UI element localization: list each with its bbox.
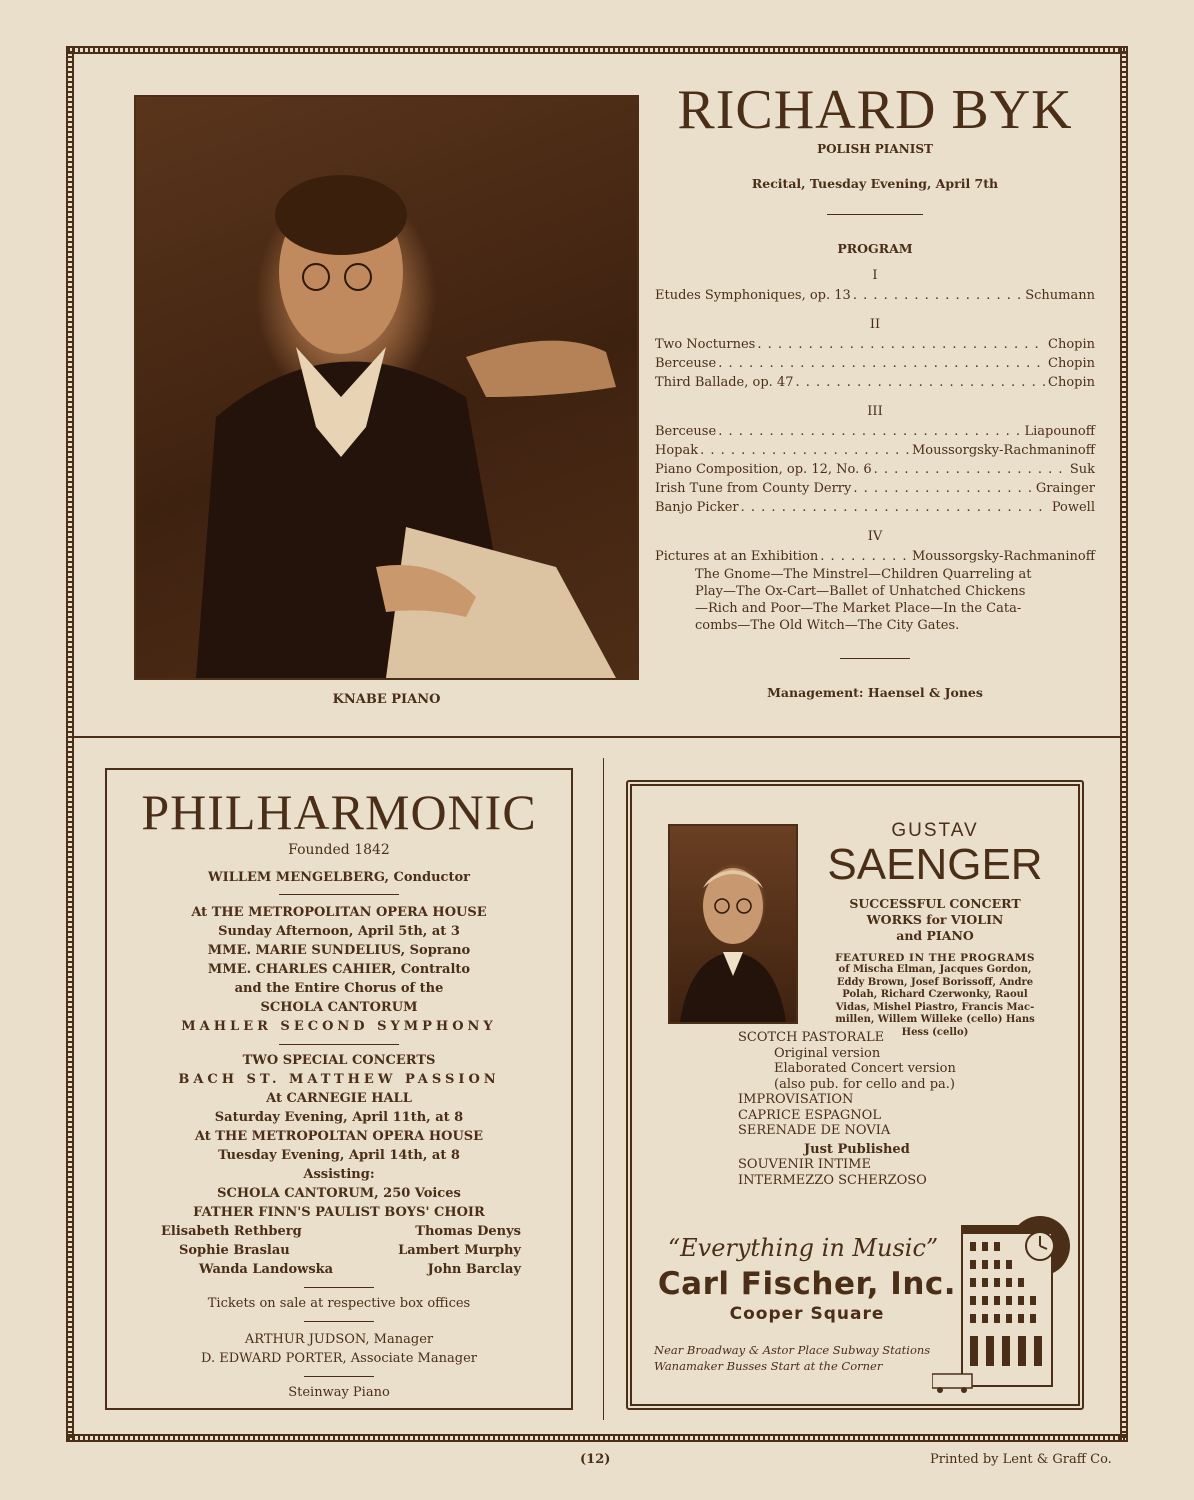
piece-title: Berceuse (655, 356, 717, 371)
program-list (655, 268, 1095, 634)
pictures-movements (655, 566, 1095, 634)
movement-line: The Gnome—The Minstrel—Children Quarreling at (695, 567, 1032, 582)
composer: Chopin (1048, 356, 1095, 371)
piece-title: Two Nocturnes (655, 337, 756, 352)
right-border (1120, 46, 1128, 1442)
composer: Liapounoff (1024, 424, 1095, 439)
work-version: Original version (774, 1045, 881, 1061)
work-version: (also pub. for cello and pa.) (774, 1076, 955, 1092)
section-numeral: II (869, 317, 881, 332)
concert-line: SCHOLA CANTORUM (260, 1000, 418, 1015)
piece-title: Piano Composition, op. 12, No. 6 (655, 462, 872, 477)
program-item (655, 498, 1095, 517)
rule (840, 658, 910, 659)
printer-credit: Printed by Lent & Graff Co. (930, 1452, 1112, 1467)
concert-line: TWO SPECIAL CONCERTS (242, 1053, 436, 1068)
management: Management: Haensel & Jones (767, 685, 983, 700)
top-border (68, 46, 1126, 54)
soloist: Elisabeth Rethberg (161, 1224, 302, 1239)
artists (808, 964, 1062, 1039)
concert-line: At THE METROPOLTAN OPERA HOUSE (194, 1129, 484, 1144)
section-numeral: IV (867, 529, 883, 544)
program-item (655, 354, 1095, 373)
piece-title: Pictures at an Exhibition (655, 549, 819, 564)
concert-line: Saturday Evening, April 11th, at 8 (214, 1110, 464, 1125)
composer: Grainger (1035, 481, 1095, 496)
rule (279, 1044, 399, 1045)
rule (827, 214, 923, 215)
byk-column (655, 80, 1095, 700)
featured: FEATURED IN THE PROGRAMS (835, 952, 1035, 964)
artists-line: Hess (cello) (901, 1026, 969, 1038)
byk-title: RICHARD BYK (677, 79, 1073, 141)
artists-line: Vidas, Mishel Piastro, Francis Mac- (835, 1001, 1035, 1013)
artists-line: Polah, Richard Czerwonky, Raoul (842, 989, 1028, 1000)
section-divider (74, 736, 1122, 738)
headline (808, 896, 1062, 944)
concert-b (107, 1051, 571, 1222)
firm-name: Carl Fischer, Inc. (657, 1266, 957, 1302)
piece-title: Irish Tune from County Derry (655, 481, 852, 496)
piece-title: Third Ballade, op. 47 (655, 375, 794, 390)
associate-manager: D. EDWARD PORTER, Associate Manager (201, 1351, 477, 1366)
piece-title: Berceuse (655, 424, 717, 439)
just-published: Just Published (804, 1141, 910, 1157)
program-item (655, 422, 1095, 441)
soloists (107, 1222, 571, 1279)
concert-line: At THE METROPOLITAN OPERA HOUSE (191, 905, 487, 920)
artists-line: of Mischa Elman, Jacques Gordon, (838, 964, 1032, 975)
concert-line: MME. CHARLES CAHIER, Contralto (207, 962, 471, 977)
firm-address: Cooper Square (729, 1304, 885, 1324)
piece-title: Etudes Symphoniques, op. 13 (655, 288, 851, 303)
program-heading: PROGRAM (837, 241, 913, 256)
concert-line: and the Entire Chorus of the (234, 981, 444, 996)
soloist: Thomas Denys (415, 1224, 521, 1239)
passion: BACH ST. MATTHEW PASSION (178, 1072, 500, 1087)
composer: Schumann (1025, 288, 1095, 303)
work-title: IMPROVISATION (738, 1092, 854, 1107)
piece-title: Banjo Picker (655, 500, 739, 515)
concert-line: Assisting: (303, 1167, 375, 1182)
philharmonic-ad (105, 768, 573, 1410)
work-title: SCOTCH PASTORALE (738, 1030, 885, 1045)
directions (654, 1342, 954, 1374)
piece-title: Hopak (655, 443, 699, 458)
composer-silhouette-icon (670, 826, 796, 1022)
work-title: SERENADE DE NOVIA (738, 1123, 891, 1138)
tickets: Tickets on sale at respective box offices (207, 1296, 471, 1311)
bottom-border (68, 1434, 1126, 1442)
composer: Moussorgsky-Rachmaninoff (911, 443, 1095, 458)
piano-sponsor: Steinway Piano (288, 1385, 390, 1400)
rule (304, 1376, 374, 1377)
saenger-header (808, 820, 1062, 1039)
movement-line: combs—The Old Witch—The City Gates. (695, 618, 960, 633)
artists-line: millen, Willem Willeke (cello) Hans (835, 1014, 1035, 1025)
slogan: “Everything in Music” (667, 1234, 939, 1262)
directions-line: Wanamaker Busses Start at the Corner (654, 1359, 883, 1373)
saenger-ad (626, 780, 1084, 1410)
rule (279, 894, 399, 895)
program-item (655, 335, 1095, 354)
composer: Suk (1069, 462, 1095, 477)
works-list (738, 1030, 1058, 1188)
program-item (655, 479, 1095, 498)
section-numeral: III (867, 404, 883, 419)
pianist-photo (134, 95, 639, 680)
directions-line: Near Broadway & Astor Place Subway Stations (654, 1343, 931, 1357)
founded: Founded 1842 (288, 842, 390, 858)
soloist: Wanda Landowska (199, 1262, 334, 1277)
soloist: John Barclay (427, 1262, 521, 1277)
soloist: Sophie Braslau (179, 1243, 290, 1258)
program-item (655, 460, 1095, 479)
concert-line: FATHER FINN'S PAULIST BOYS' CHOIR (193, 1205, 485, 1220)
piano-caption: KNABE PIANO (332, 692, 441, 707)
headline-line: SUCCESSFUL CONCERT (849, 896, 1021, 911)
concert-line: SCHOLA CANTORUM, 250 Voices (217, 1186, 461, 1201)
left-border (66, 46, 74, 1442)
concert-line: MME. MARIE SUNDELIUS, Soprano (207, 943, 471, 958)
composer: Moussorgsky-Rachmaninoff (911, 549, 1095, 564)
program-item (655, 286, 1095, 305)
composer: Powell (1051, 500, 1095, 515)
pianist-silhouette-icon (136, 97, 637, 678)
rule (304, 1321, 374, 1322)
soloist: Lambert Murphy (398, 1243, 521, 1258)
last-name: SAENGER (827, 840, 1043, 889)
philharmonic-title: PHILHARMONIC (141, 784, 537, 840)
concert-line: At CARNEGIE HALL (266, 1091, 412, 1106)
work-title: SOUVENIR INTIME (738, 1157, 871, 1172)
work-title: INTERMEZZO SCHERZOSO (738, 1172, 927, 1188)
column-divider (603, 758, 604, 1420)
concert-a (107, 903, 571, 1036)
program-item (655, 441, 1095, 460)
program-item (655, 547, 1095, 566)
manager: ARTHUR JUDSON, Manager (244, 1332, 434, 1347)
program-item (655, 373, 1095, 392)
first-name: GUSTAV (891, 820, 979, 841)
byk-subtitle: POLISH PIANIST (817, 142, 933, 156)
composer: Chopin (1048, 375, 1095, 390)
movement-line: —Rich and Poor—The Market Place—In the Cata- (695, 601, 1022, 616)
composer-photo (668, 824, 798, 1024)
concert-line: Sunday Afternoon, April 5th, at 3 (218, 924, 460, 939)
composer: Chopin (1048, 337, 1095, 352)
artists-line: Eddy Brown, Josef Borissoff, Andre (836, 976, 1034, 988)
headline-line: and PIANO (896, 928, 974, 943)
rule (304, 1287, 374, 1288)
concert-line: Tuesday Evening, April 14th, at 8 (218, 1148, 460, 1163)
section-numeral: I (872, 268, 878, 283)
conductor: WILLEM MENGELBERG, Conductor (208, 870, 470, 885)
movement-line: Play—The Ox-Cart—Ballet of Unhatched Chickens (695, 584, 1026, 599)
recital-date: Recital, Tuesday Evening, April 7th (751, 176, 999, 191)
work-version: Elaborated Concert version (774, 1061, 956, 1076)
work-title: CAPRICE ESPAGNOL (738, 1107, 881, 1123)
page-number: (12) (580, 1452, 611, 1467)
headline-line: WORKS for VIOLIN (866, 912, 1004, 927)
symphony: MAHLER SECOND SYMPHONY (181, 1019, 497, 1034)
